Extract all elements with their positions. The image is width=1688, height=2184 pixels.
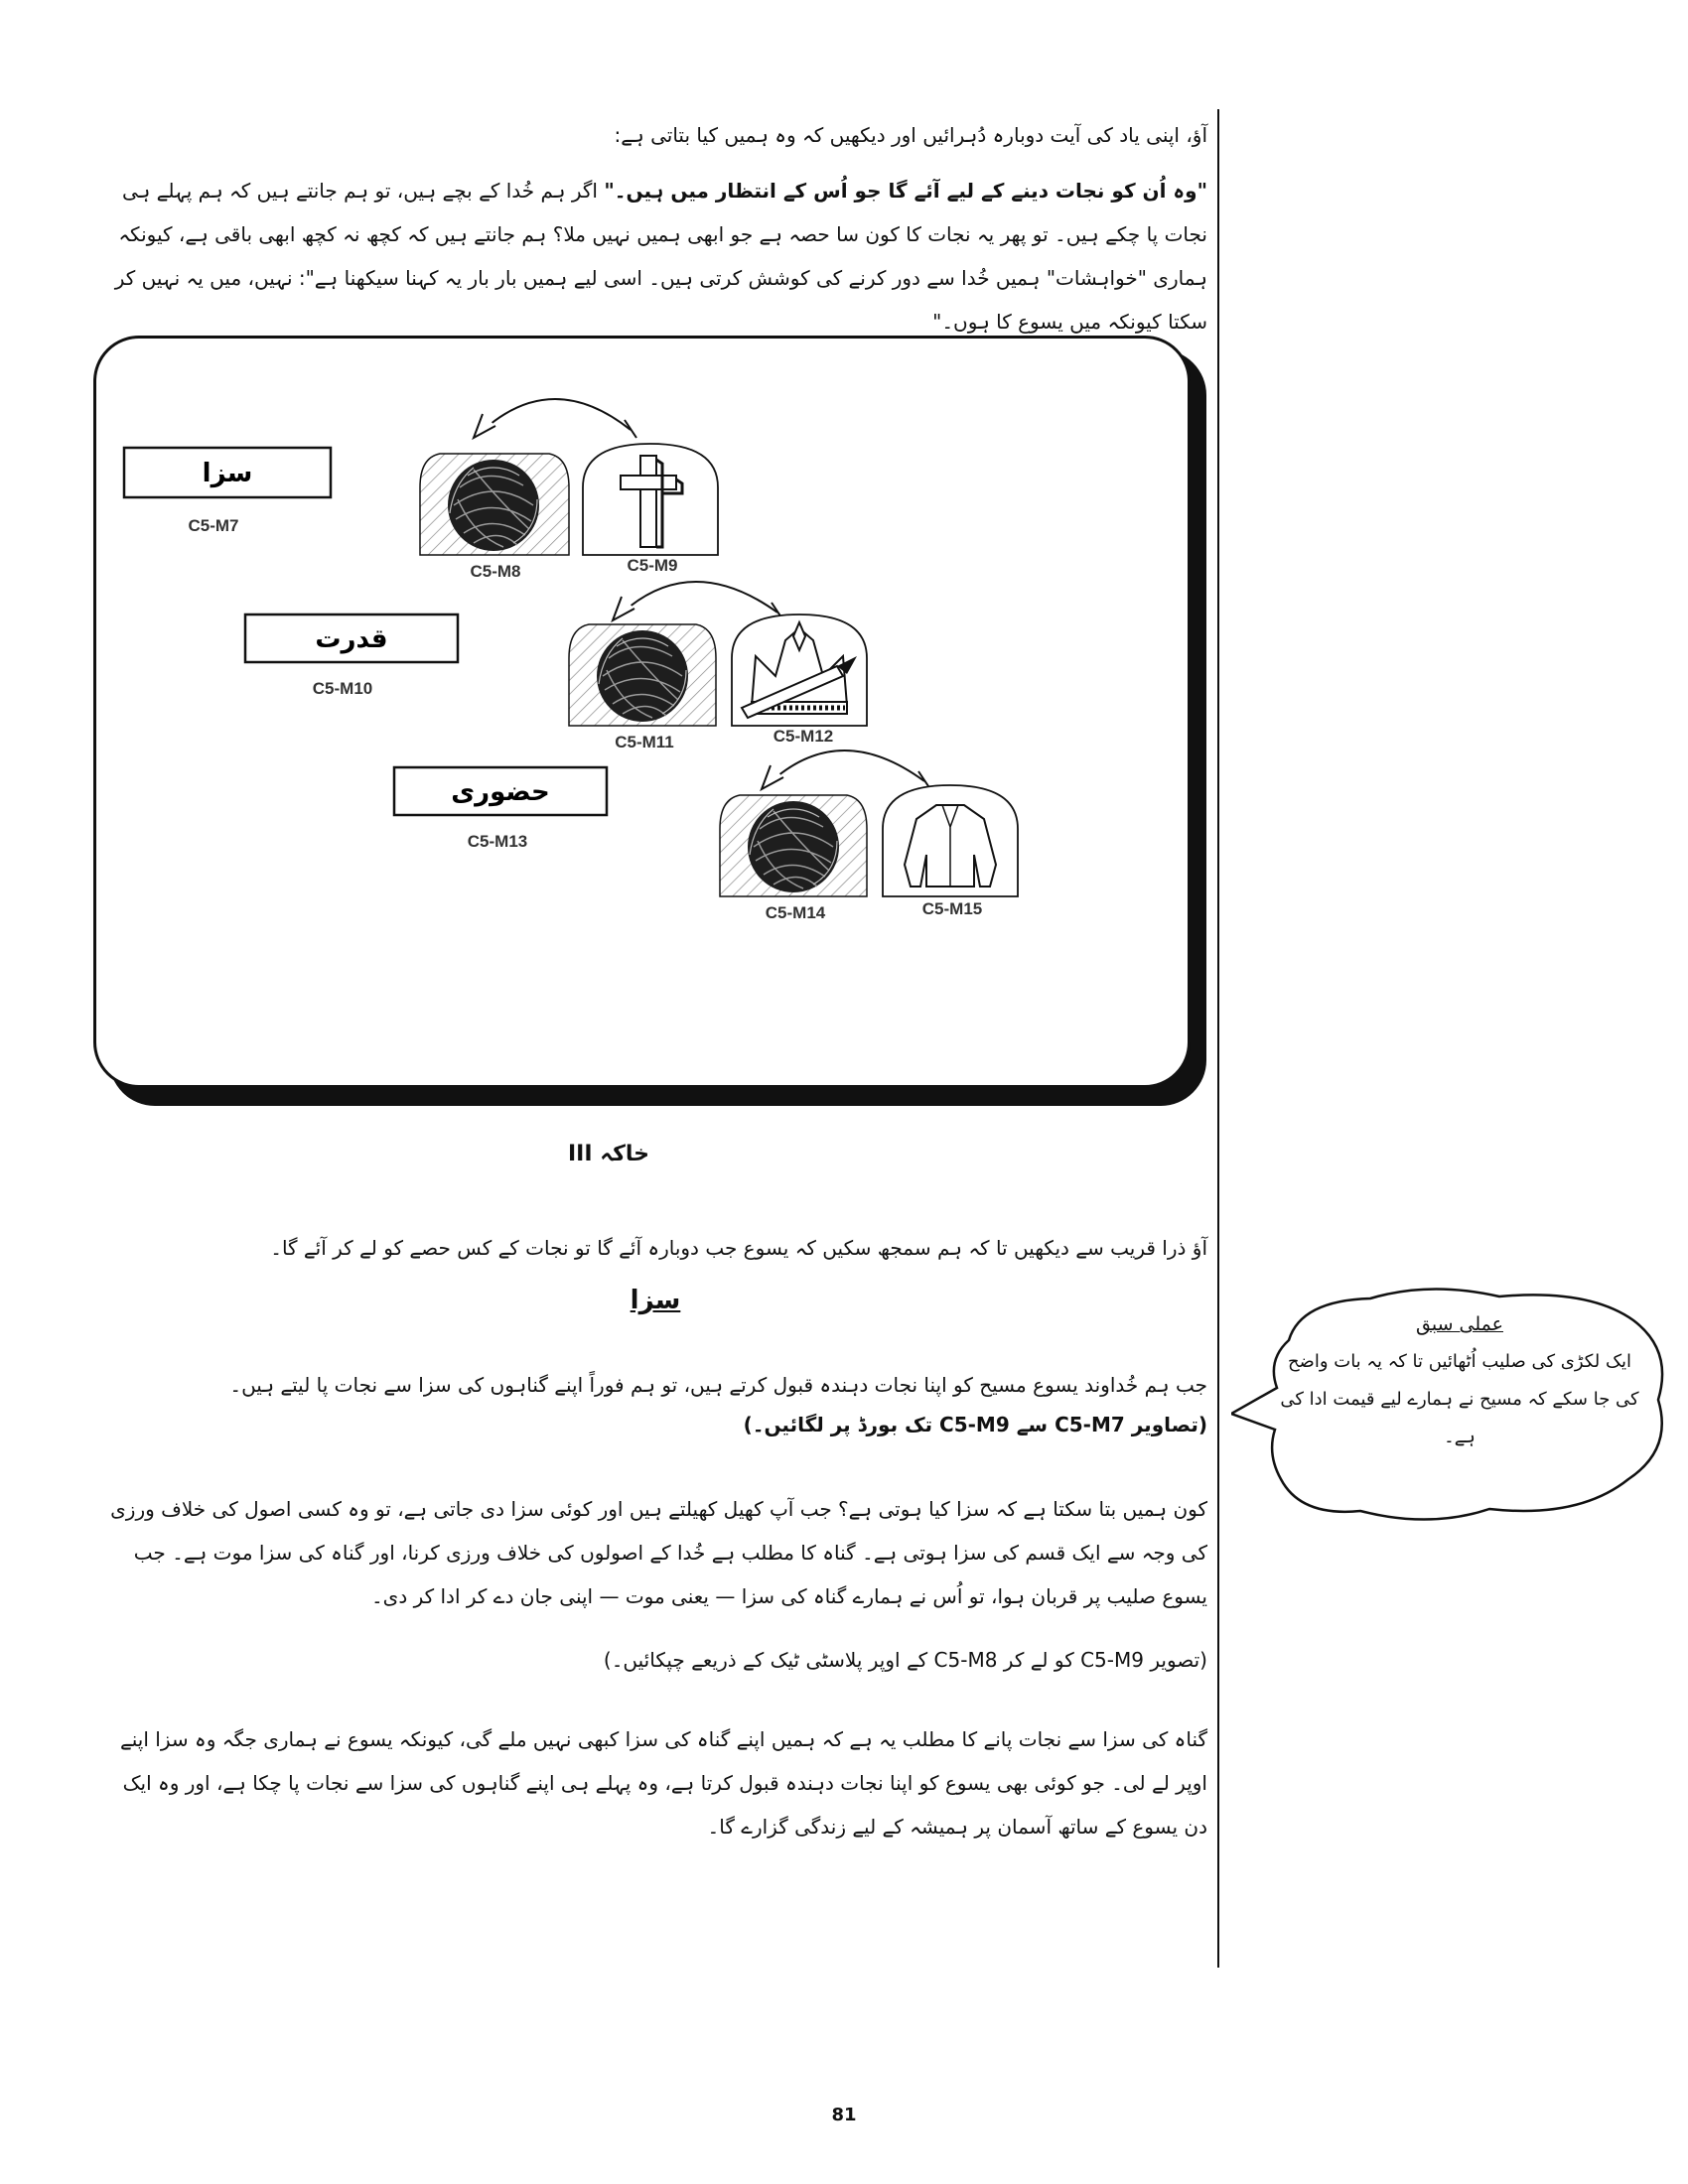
code-c5-m7: C5-M7 bbox=[188, 516, 239, 535]
intro-text: آؤ، اپنی یاد کی آیت دوبارہ دُہرائیں اور دیکھیں کہ وہ ہمیں کیا بتاتی ہے: bbox=[614, 123, 1207, 147]
code-c5-m14: C5-M14 bbox=[765, 903, 826, 922]
label-presence: حضوری bbox=[451, 777, 550, 807]
callout-content bbox=[1276, 1305, 1643, 1456]
code-c5-m11: C5-M11 bbox=[615, 733, 674, 751]
figure-caption: خاکہ III bbox=[567, 1142, 650, 1166]
row-presence bbox=[720, 751, 1018, 896]
arrow-head-1 bbox=[474, 414, 495, 438]
label-power: قدرت bbox=[315, 624, 388, 654]
page-number: 81 bbox=[831, 2105, 857, 2125]
row-punishment bbox=[420, 399, 718, 555]
section-heading: سزا bbox=[630, 1286, 681, 1315]
memory-verse-explanation: اگر ہم خُدا کے بچے ہیں، تو ہم جانتے ہیں کہ ہم پہلے ہی نجات پا چکے ہیں۔ تو پھر یہ نجات کا کون سا حصہ ہے جو ابھی ہمیں نہیں ملا؟ ہم جانتے ہیں کہ کچھ نہ کچھ ابھی باقی ہے، کیونکہ ہماری "خواہشات" ہمیں خُدا سے دور کرنے کی کوشش کرتی ہیں۔ اسی لیے ہمیں بار بار یہ کہنا سیکھنا ہے": نہیں، میں یہ نہیں کر سکتا کیونکہ میں یسوع کا ہوں۔" bbox=[114, 179, 1207, 334]
memory-verse-paragraph bbox=[105, 169, 1207, 343]
robe-icon bbox=[905, 805, 996, 887]
code-c5-m15: C5-M15 bbox=[921, 899, 983, 918]
instruction-1: (تصاویر C5-M7 سے C5-M9 تک بورڈ پر لگائیں۔) bbox=[743, 1413, 1207, 1436]
label-punishment: سزا bbox=[202, 459, 253, 488]
code-c5-m10: C5-M10 bbox=[312, 679, 373, 698]
code-c5-m13: C5-M13 bbox=[467, 832, 528, 851]
accept-text: جب ہم خُداوند یسوع مسیح کو اپنا نجات دہندہ قبول کرتے ہیں، تو ہم فوراً اپنے گناہوں کی سزا سے نجات پا لیتے ہیں۔ bbox=[229, 1373, 1207, 1397]
final-paragraph: گناہ کی سزا سے نجات پانے کا مطلب یہ ہے کہ ہمیں اپنے گناہ کی سزا کبھی نہیں ملے گی، کیونکہ یسوع نے ہماری جگہ وہ سزا اپنے اوپر لے لی۔ جو کوئی بھی یسوع کو اپنا نجات دہندہ قبول کرتا ہے، وہ پہلے ہی اپنے گناہوں کی سزا سے نجات پا چکا ہے، اور وہ ایک دن یسوع کے ساتھ آسمان پر ہمیشہ کے لیے زندگی گزارے گا۔ bbox=[120, 1727, 1207, 1839]
callout-text: ایک لکڑی کی صلیب اُٹھائیں تا کہ یہ بات واضح کی جا سکے کہ مسیح نے ہمارے لیے قیمت ادا کی ہے۔ bbox=[1280, 1351, 1639, 1447]
row-power bbox=[569, 582, 867, 726]
instruction-2: (تصویر C5-M9 کو لے کر C5-M8 کے اوپر پلاسٹی ٹیک کے ذریعے چپکائیں۔) bbox=[603, 1648, 1207, 1672]
punishment-explanation: کون ہمیں بتا سکتا ہے کہ سزا کیا ہوتی ہے؟ جب آپ کھیل کھیلتے ہیں اور کوئی سزا دی جاتی ہے، تو وہ کسی اصول کی خلاف ورزی کی وجہ سے ایک قسم کی سزا ہوتی ہے۔ گناہ کا مطلب ہے خُدا کے اصولوں کی خلاف ورزی کرنا، اور گناہ کی سزا موت ہے۔ جب یسوع صلیب پر قربان ہوا، تو اُس نے ہمارے گناہ کی سزا — یعنی موت — اپنی جان دے کر ادا کر دی۔ bbox=[110, 1497, 1207, 1608]
figure-panel bbox=[93, 336, 1191, 1088]
code-c5-m9: C5-M9 bbox=[627, 556, 678, 575]
callout-title: عملی سبق bbox=[1416, 1313, 1503, 1335]
code-c5-m12: C5-M12 bbox=[773, 727, 834, 746]
margin-rule bbox=[1217, 109, 1219, 1968]
accept-paragraph bbox=[115, 1365, 1207, 1444]
figure-illustration bbox=[96, 339, 1194, 1091]
code-c5-m8: C5-M8 bbox=[470, 562, 521, 581]
memory-verse-quote: "وہ اُن کو نجات دینے کے لیے آئے گا جو اُس کے انتظار میں ہیں۔" bbox=[604, 179, 1207, 203]
look-closer-text: آؤ ذرا قریب سے دیکھیں تا کہ ہم سمجھ سکیں کہ یسوع جب دوبارہ آئے گا تو نجات کے کس حصے کو لے کر آئے گا۔ bbox=[270, 1236, 1207, 1260]
